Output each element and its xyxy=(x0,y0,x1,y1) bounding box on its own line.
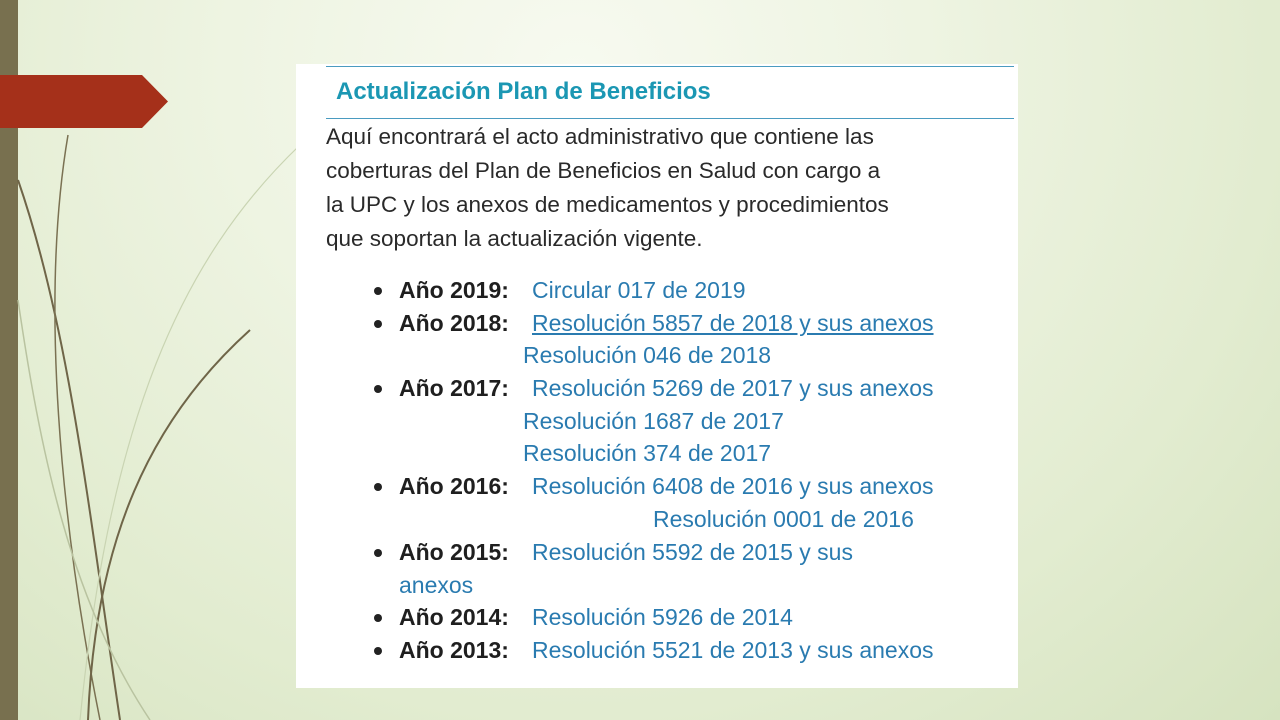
year-label-2019: Año 2019: xyxy=(399,277,509,303)
bullet-dot xyxy=(374,320,382,328)
link-resolucion-5521-2013[interactable]: Resolución 5521 de 2013 y sus anexos xyxy=(532,637,934,663)
bullet-dot xyxy=(374,614,382,622)
red-arrow-tab xyxy=(0,75,168,128)
top-divider xyxy=(326,66,1014,67)
section-title: Actualización Plan de Beneficios xyxy=(336,78,711,105)
intro-line: coberturas del Plan de Beneficios en Salud con cargo a xyxy=(326,158,881,183)
year-label-2017: Año 2017: xyxy=(399,375,509,401)
link-resolucion-046-2018[interactable]: Resolución 046 de 2018 xyxy=(523,342,772,368)
title-divider xyxy=(326,118,1014,119)
bullet-dot xyxy=(374,647,382,655)
link-resolucion-374-2017[interactable]: Resolución 374 de 2017 xyxy=(523,440,772,466)
intro-line: que soportan la actualización vigente. xyxy=(326,226,703,251)
link-resolucion-5269-2017[interactable]: Resolución 5269 de 2017 y sus anexos xyxy=(532,375,934,401)
bullet-dot xyxy=(374,287,382,295)
year-list xyxy=(296,274,1018,674)
year-label-2016: Año 2016: xyxy=(399,473,509,499)
link-circular-017-2019[interactable]: Circular 017 de 2019 xyxy=(532,277,746,303)
link-resolucion-5592-2015-cont[interactable]: anexos xyxy=(399,572,474,598)
year-label-2014: Año 2014: xyxy=(399,604,509,630)
intro-line: Aquí encontrará el acto administrativo que contiene las xyxy=(326,124,874,149)
bullet-dot xyxy=(374,483,382,491)
year-label-2015: Año 2015: xyxy=(399,539,509,565)
year-label-2018: Año 2018: xyxy=(399,310,509,336)
bullet-dot xyxy=(374,549,382,557)
year-label-2013: Año 2013: xyxy=(399,637,509,663)
link-resolucion-6408-2016[interactable]: Resolución 6408 de 2016 y sus anexos xyxy=(532,473,934,499)
link-resolucion-5926-2014[interactable]: Resolución 5926 de 2014 xyxy=(532,604,793,630)
bullet-dot xyxy=(374,385,382,393)
link-resolucion-5592-2015[interactable]: Resolución 5592 de 2015 y sus xyxy=(532,539,853,565)
link-resolucion-0001-2016[interactable]: Resolución 0001 de 2016 xyxy=(653,506,914,532)
intro-paragraph xyxy=(326,120,1016,256)
link-resolucion-1687-2017[interactable]: Resolución 1687 de 2017 xyxy=(523,408,784,434)
link-resolucion-5857-2018[interactable]: Resolución 5857 de 2018 y sus anexos xyxy=(532,310,934,336)
intro-line: la UPC y los anexos de medicamentos y procedimientos xyxy=(326,192,889,217)
content-panel xyxy=(296,64,1018,688)
